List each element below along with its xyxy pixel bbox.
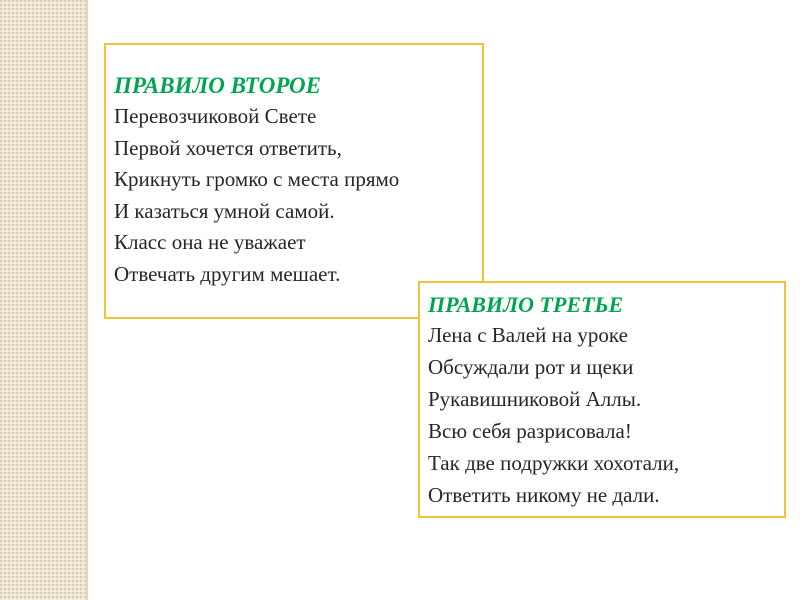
rule-third-line-3: Рукавишниковой Аллы. [428,387,642,411]
rule-second-line-1: Перевозчиковой Свете [114,104,317,128]
rule-third-line-6: Ответить никому не дали. [428,483,660,507]
rule-third-line-2: Обсуждали рот и щеки [428,355,634,379]
side-strip-edge [86,0,88,600]
rule-second-line-5: Класс она не уважает [114,230,306,254]
rule-third-box [418,281,786,518]
rule-third-title: ПРАВИЛО ТРЕТЬЕ [428,292,624,317]
rule-third-line-1: Лена с Валей на уроке [428,323,628,347]
rule-second-line-3: Крикнуть громко с места прямо [114,167,400,191]
rule-second-line-4: И казаться умной самой. [114,198,335,223]
rule-second-line-2: Первой хочется ответить, [114,135,342,160]
decorative-side-strip [0,0,88,600]
rule-second-box [104,43,484,319]
rule-third-line-4: Всю себя разрисовала! [428,419,632,443]
rule-third-line-5: Так две подружки хохотали, [428,451,680,475]
rule-second-line-6: Отвечать другим мешает. [114,261,341,286]
rule-second-title: ПРАВИЛО ВТОРОЕ [114,73,322,98]
